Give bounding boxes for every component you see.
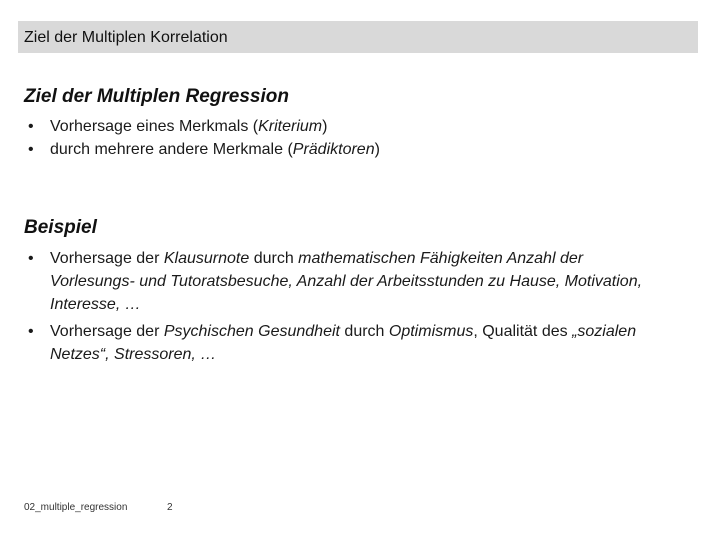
bullet-icon: •: [28, 323, 34, 340]
section-example: [24, 217, 704, 366]
bullet-text: Vorhersage der: [50, 250, 164, 267]
bullet-emphasis: Prädiktoren: [292, 141, 375, 158]
list-item: [24, 138, 704, 161]
bullet-text: ): [322, 118, 328, 135]
bullet-text: durch mehrere andere Merkmale (: [50, 141, 293, 158]
bullet-emphasis: Kriterium: [258, 118, 323, 135]
example-bullet-list: [24, 247, 664, 366]
bullet-text: ): [374, 141, 380, 158]
section-example-title: Beispiel: [24, 217, 97, 238]
section-goal: [24, 86, 704, 161]
footer-reference: 02_multiple_regression: [24, 502, 128, 513]
bullet-text: , Qualität des: [473, 323, 573, 340]
section-goal-title: Ziel der Multiplen Regression: [24, 86, 289, 107]
bullet-text: durch: [249, 250, 299, 267]
page-number: 2: [167, 502, 173, 513]
list-item: [24, 115, 704, 138]
bullet-emphasis: Optimismus: [388, 323, 474, 340]
bullet-emphasis: Psychischen Gesundheit: [163, 323, 340, 340]
goal-bullet-list: [24, 115, 704, 161]
bullet-text: durch: [339, 323, 389, 340]
bullet-emphasis: Klausurnote: [163, 250, 250, 267]
bullet-text: Vorhersage der: [50, 323, 164, 340]
bullet-text: Vorhersage eines Merkmals (: [50, 118, 259, 135]
list-item: [24, 320, 664, 366]
bullet-icon: •: [28, 141, 34, 158]
bullet-icon: •: [28, 118, 34, 135]
slide-header-title: Ziel der Multiplen Korrelation: [24, 29, 228, 46]
bullet-icon: •: [28, 250, 34, 267]
list-item: [24, 247, 664, 316]
bullet-emphasis: mathematischen Fähigkeiten Anzahl der Vorlesungs- und Tutoratsbesuche, Anzahl der Arbeitsstunden zu Hause, Motivation, Interesse, …: [50, 250, 643, 313]
bullet-emphasis: „sozialen Netzes“, Stressoren, …: [50, 323, 637, 363]
slide-header-bar: [18, 21, 698, 53]
